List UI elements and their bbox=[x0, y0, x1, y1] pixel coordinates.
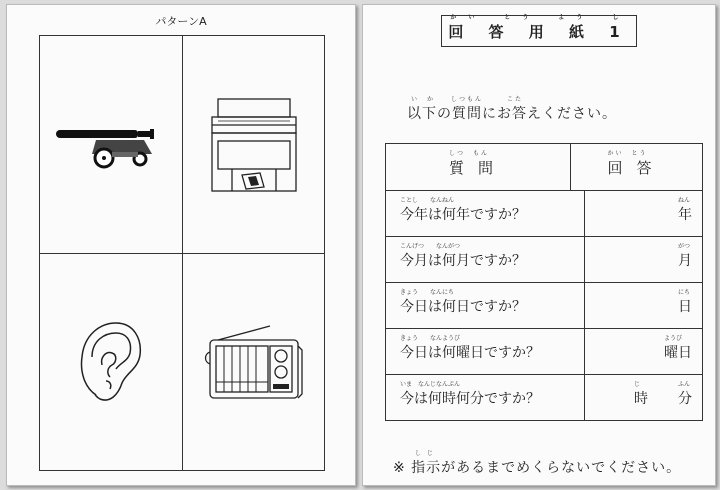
instruction-wrap bbox=[407, 96, 617, 123]
instruction-text: 以下の質問にお答えください。 bbox=[407, 106, 617, 122]
answer-unit: 年 bbox=[678, 206, 692, 223]
header-question-ruby: しつ もん bbox=[448, 149, 489, 157]
right-page bbox=[362, 4, 716, 486]
left-page bbox=[6, 4, 356, 486]
instruction bbox=[407, 96, 617, 123]
note-text: ※ 指示があるまでめくらないでください。 bbox=[393, 460, 682, 476]
table-row bbox=[386, 374, 702, 420]
answer-cell[interactable] bbox=[585, 283, 702, 328]
question-ruby: ことし なんねん bbox=[400, 196, 455, 204]
answer-unit: 時 bbox=[634, 390, 648, 407]
answer-cell[interactable] bbox=[585, 191, 702, 236]
answer-unit: 月 bbox=[678, 252, 692, 269]
footer-note bbox=[393, 450, 682, 477]
question-table bbox=[385, 143, 703, 421]
table-row bbox=[386, 282, 702, 328]
picture-cell-cannon bbox=[40, 36, 182, 253]
title-text-wrap bbox=[448, 13, 631, 42]
header-question bbox=[386, 144, 571, 190]
header-answer-text: 回答 bbox=[607, 158, 666, 177]
table-header bbox=[386, 144, 702, 190]
answer-unit-wrap bbox=[664, 334, 692, 362]
piano-icon bbox=[204, 95, 304, 195]
instruction-ruby: い か しつもん こた bbox=[411, 96, 524, 103]
answer-unit-ruby: ねん bbox=[678, 196, 691, 204]
answer-unit-wrap bbox=[678, 242, 692, 270]
answer-unit: 分 bbox=[678, 390, 692, 407]
question-wrap bbox=[400, 196, 526, 224]
answer-unit-wrap bbox=[678, 196, 692, 224]
answer-unit-ruby: にち bbox=[678, 288, 691, 296]
note-wrap bbox=[393, 450, 682, 477]
table-row bbox=[386, 190, 702, 236]
question-text: 今年は何年ですか？ bbox=[400, 206, 526, 223]
table-row bbox=[386, 236, 702, 282]
question-wrap bbox=[400, 380, 540, 408]
header-answer-wrap bbox=[607, 149, 666, 178]
radio-icon bbox=[204, 322, 304, 402]
question-wrap bbox=[400, 334, 540, 362]
picture-grid bbox=[39, 35, 325, 471]
question-cell bbox=[386, 191, 585, 236]
answer-cell[interactable] bbox=[585, 329, 702, 374]
question-cell bbox=[386, 283, 585, 328]
answer-unit-ruby: ようび bbox=[664, 334, 683, 342]
table-row bbox=[386, 328, 702, 374]
question-text: 今日は何曜日ですか？ bbox=[400, 344, 540, 361]
answer-unit: 曜日 bbox=[664, 344, 692, 361]
question-text: 今日は何日ですか？ bbox=[400, 298, 526, 315]
picture-cell-piano bbox=[182, 36, 324, 253]
question-cell bbox=[386, 375, 585, 420]
picture-cell-ear bbox=[40, 253, 182, 470]
answer-cell[interactable] bbox=[585, 375, 702, 420]
question-wrap bbox=[400, 242, 526, 270]
title-ruby: かい とう よう し bbox=[450, 13, 631, 21]
answer-unit-wrap bbox=[634, 380, 648, 408]
header-question-wrap bbox=[448, 149, 507, 178]
title-text: 回 答 用 紙 1 bbox=[448, 22, 630, 41]
header-answer-ruby: かい とう bbox=[607, 149, 648, 157]
answer-unit-ruby: ふん bbox=[678, 380, 691, 388]
answer-sheet-title bbox=[441, 15, 637, 47]
answer-unit-wrap bbox=[678, 288, 692, 316]
answer-unit-wrap bbox=[678, 380, 692, 408]
answer-cell[interactable] bbox=[585, 237, 702, 282]
question-ruby: こんげつ なんがつ bbox=[400, 242, 461, 250]
question-text: 今は何時何分ですか？ bbox=[400, 390, 540, 407]
header-question-text: 質問 bbox=[448, 158, 507, 177]
question-ruby: いま なんじなんぷん bbox=[400, 380, 461, 388]
question-ruby: きょう なんようび bbox=[400, 334, 461, 342]
cannon-icon bbox=[56, 120, 166, 170]
question-cell bbox=[386, 329, 585, 374]
question-text: 今月は何月ですか？ bbox=[400, 252, 526, 269]
header-answer bbox=[571, 144, 702, 190]
answer-unit-ruby: じ bbox=[634, 380, 641, 388]
answer-unit: 日 bbox=[678, 298, 692, 315]
pattern-title: パターンA bbox=[155, 15, 207, 28]
question-cell bbox=[386, 237, 585, 282]
note-ruby: し じ bbox=[415, 450, 434, 457]
question-ruby: きょう なんにち bbox=[400, 288, 455, 296]
question-wrap bbox=[400, 288, 526, 316]
ear-icon bbox=[76, 317, 146, 407]
answer-unit-ruby: がつ bbox=[678, 242, 691, 250]
picture-cell-radio bbox=[182, 253, 324, 470]
